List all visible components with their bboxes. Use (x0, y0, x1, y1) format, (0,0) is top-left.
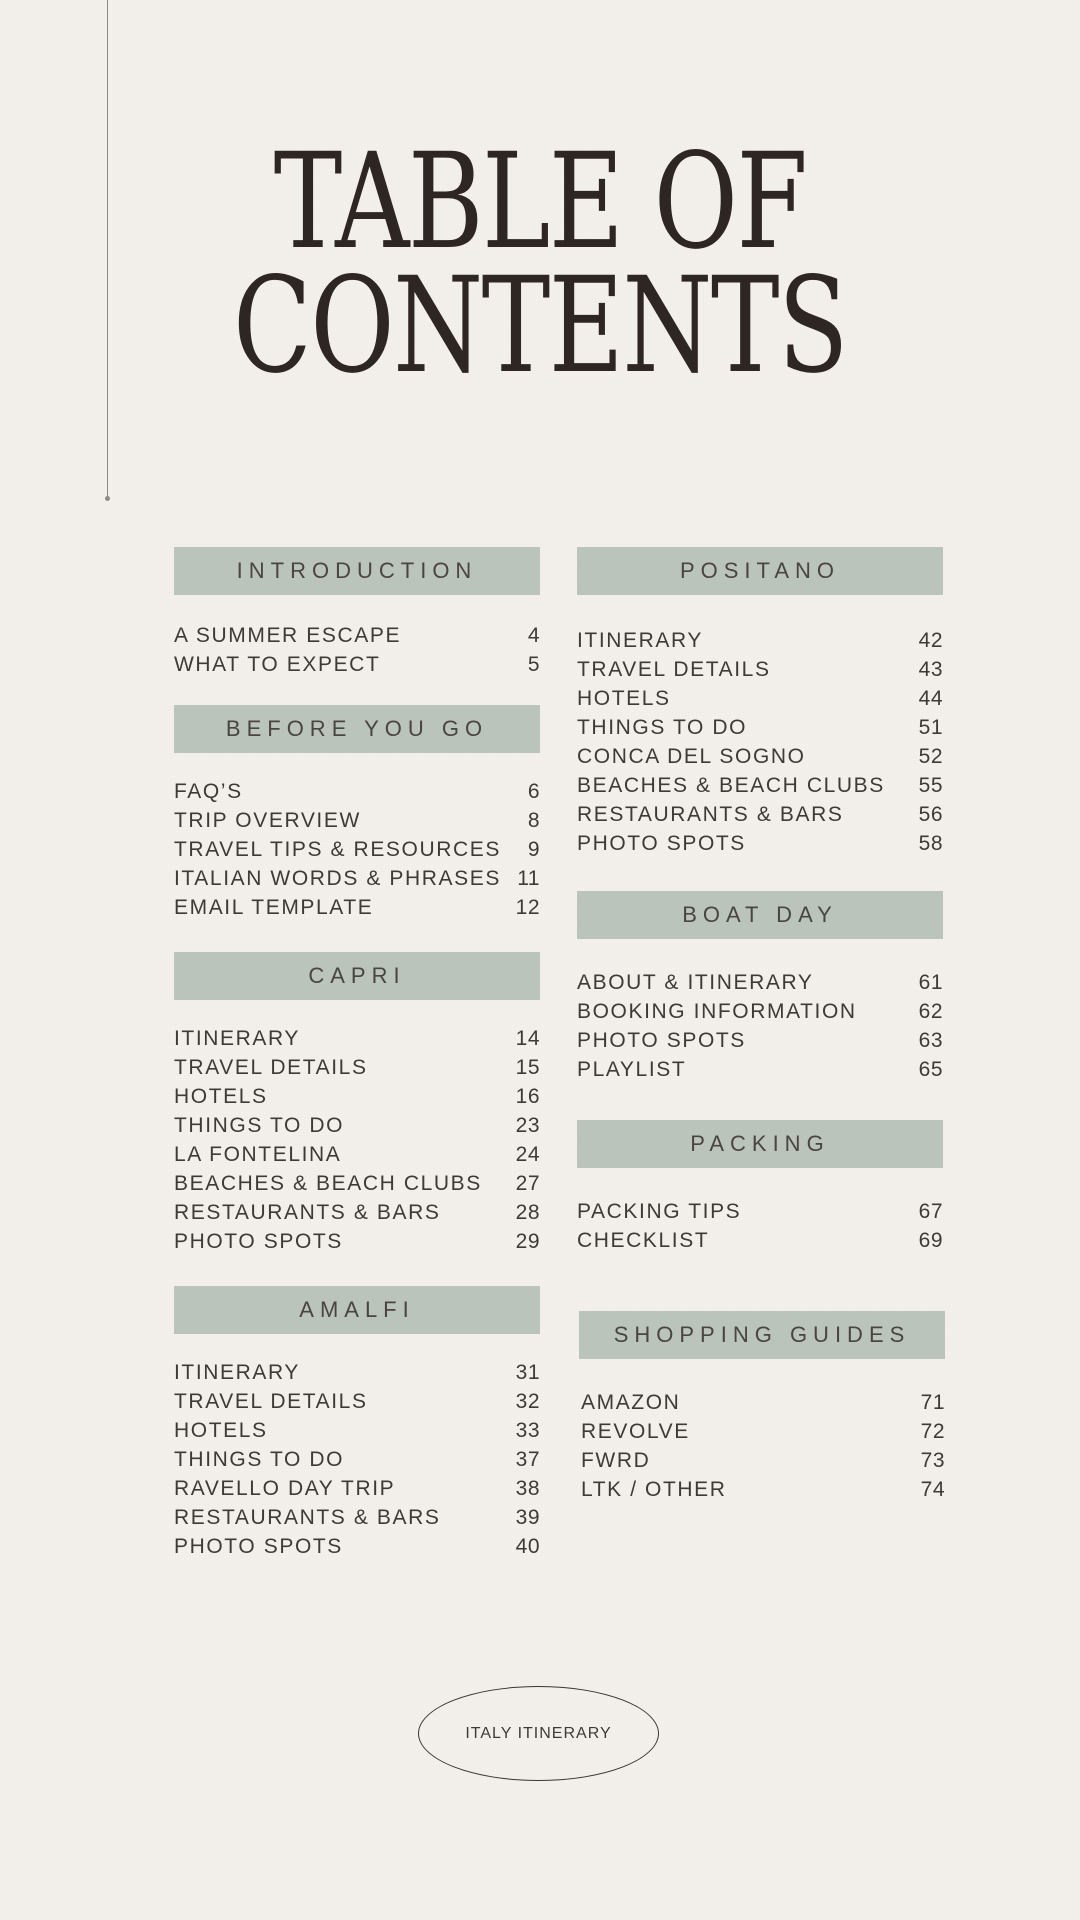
toc-entry-page-number: 52 (918, 744, 943, 768)
toc-entry[interactable] (174, 893, 540, 922)
toc-entry[interactable] (174, 1053, 540, 1082)
toc-entry[interactable] (174, 1387, 540, 1416)
toc-entry-page-number: 69 (918, 1228, 943, 1252)
toc-entry[interactable] (577, 968, 943, 997)
section-header-amalfi[interactable]: AMALFI (174, 1286, 540, 1334)
section-amalfi (174, 1286, 540, 1561)
toc-entry-page-number: 73 (920, 1448, 945, 1472)
toc-entry-label: A SUMMER ESCAPE (174, 623, 402, 647)
toc-entry[interactable] (174, 1445, 540, 1474)
toc-entry-label: PHOTO SPOTS (174, 1534, 343, 1558)
toc-entry-page-number: 5 (527, 652, 540, 676)
toc-entry[interactable] (577, 684, 943, 713)
toc-entry[interactable] (174, 1358, 540, 1387)
toc-entry-page-number: 74 (920, 1477, 945, 1501)
section-header-capri[interactable]: CAPRI (174, 952, 540, 1000)
toc-entry-page-number: 65 (918, 1057, 943, 1081)
toc-entry-page-number: 28 (515, 1200, 540, 1224)
toc-entry[interactable] (174, 806, 540, 835)
toc-entry[interactable] (577, 1055, 943, 1084)
toc-entry-label: RESTAURANTS & BARS (577, 802, 844, 826)
toc-entry-label: FWRD (581, 1448, 651, 1472)
toc-entry-label: PACKING TIPS (577, 1199, 742, 1223)
toc-entry-page-number: 11 (517, 866, 540, 890)
toc-entry-page-number: 27 (515, 1171, 540, 1195)
toc-entry-page-number: 40 (515, 1534, 540, 1558)
toc-entry[interactable] (174, 777, 540, 806)
toc-entry-label: RESTAURANTS & BARS (174, 1200, 441, 1224)
decorative-vertical-line (107, 0, 108, 498)
toc-entry-page-number: 8 (527, 808, 540, 832)
toc-entry-label: HOTELS (577, 686, 671, 710)
toc-entry-label: REVOLVE (581, 1419, 690, 1443)
toc-entry[interactable] (174, 1169, 540, 1198)
toc-entry-label: THINGS TO DO (174, 1113, 345, 1137)
toc-entry-label: ABOUT & ITINERARY (577, 970, 814, 994)
toc-entry-page-number: 14 (515, 1026, 540, 1050)
entry-list (174, 621, 540, 679)
toc-entry[interactable] (581, 1417, 945, 1446)
toc-entry-label: RAVELLO DAY TRIP (174, 1476, 396, 1500)
toc-entry-page-number: 37 (515, 1447, 540, 1471)
toc-entry-page-number: 23 (515, 1113, 540, 1137)
section-header-boat-day[interactable]: BOAT DAY (577, 891, 943, 939)
toc-entry[interactable] (581, 1446, 945, 1475)
section-before-you-go (174, 705, 540, 922)
section-header-introduction[interactable]: INTRODUCTION (174, 547, 540, 595)
entry-list (174, 1024, 540, 1256)
toc-entry-page-number: 29 (515, 1229, 540, 1253)
section-header-packing[interactable]: PACKING (577, 1120, 943, 1168)
toc-entry-page-number: 63 (918, 1028, 943, 1052)
toc-entry-label: TRAVEL DETAILS (174, 1389, 368, 1413)
toc-entry-label: BEACHES & BEACH CLUBS (174, 1171, 482, 1195)
toc-entry[interactable] (174, 1024, 540, 1053)
toc-entry[interactable] (577, 655, 943, 684)
toc-entry-label: WHAT TO EXPECT (174, 652, 381, 676)
entry-list (174, 777, 540, 922)
section-packing (577, 1120, 943, 1255)
entry-list (577, 968, 943, 1084)
toc-entry-page-number: 55 (918, 773, 943, 797)
toc-entry[interactable] (174, 650, 540, 679)
toc-entry-label: BEACHES & BEACH CLUBS (577, 773, 885, 797)
toc-entry-label: FAQ’S (174, 779, 243, 803)
toc-entry[interactable] (174, 1111, 540, 1140)
toc-entry-label: THINGS TO DO (174, 1447, 345, 1471)
toc-entry[interactable] (174, 1474, 540, 1503)
toc-entry[interactable] (577, 742, 943, 771)
toc-entry[interactable] (581, 1475, 945, 1504)
entry-list (174, 1358, 540, 1561)
toc-entry-page-number: 6 (527, 779, 540, 803)
toc-entry-label: HOTELS (174, 1084, 268, 1108)
toc-entry[interactable] (174, 1532, 540, 1561)
toc-entry[interactable] (577, 1026, 943, 1055)
toc-entry-label: ITALIAN WORDS & PHRASES (174, 866, 501, 890)
toc-entry-page-number: 24 (515, 1142, 540, 1166)
toc-entry-page-number: 31 (515, 1360, 540, 1384)
entry-list (577, 626, 943, 858)
toc-entry-label: EMAIL TEMPLATE (174, 895, 374, 919)
toc-entry[interactable] (174, 1503, 540, 1532)
toc-entry[interactable] (577, 800, 943, 829)
toc-entry[interactable] (174, 1198, 540, 1227)
toc-entry-page-number: 71 (920, 1390, 945, 1414)
toc-entry-label: AMAZON (581, 1390, 681, 1414)
section-boat-day (577, 891, 943, 1084)
toc-entry-page-number: 15 (515, 1055, 540, 1079)
toc-entry-label: RESTAURANTS & BARS (174, 1505, 441, 1529)
entry-list (577, 1197, 943, 1255)
toc-entry-label: ITINERARY (174, 1026, 301, 1050)
entry-list (579, 1388, 945, 1504)
toc-entry-page-number: 62 (918, 999, 943, 1023)
section-header-positano[interactable]: POSITANO (577, 547, 943, 595)
toc-entry-page-number: 51 (918, 715, 943, 739)
toc-entry-page-number: 61 (918, 970, 943, 994)
toc-entry[interactable] (174, 835, 540, 864)
toc-entry[interactable] (577, 997, 943, 1026)
toc-entry-label: BOOKING INFORMATION (577, 999, 857, 1023)
page-title-line-2: CONTENTS (233, 249, 847, 403)
toc-entry-label: LA FONTELINA (174, 1142, 342, 1166)
toc-entry[interactable] (174, 1140, 540, 1169)
toc-entry-label: HOTELS (174, 1418, 268, 1442)
toc-entry[interactable] (174, 864, 540, 893)
toc-entry[interactable] (577, 626, 943, 655)
toc-entry-label: CHECKLIST (577, 1228, 710, 1252)
toc-entry-page-number: 43 (918, 657, 943, 681)
toc-entry-page-number: 58 (918, 831, 943, 855)
section-shopping-guides (579, 1311, 945, 1504)
toc-entry-label: PHOTO SPOTS (577, 831, 746, 855)
toc-entry-page-number: 42 (918, 628, 943, 652)
toc-entry-page-number: 16 (515, 1084, 540, 1108)
toc-entry[interactable] (174, 1227, 540, 1256)
toc-entry-page-number: 32 (515, 1389, 540, 1413)
toc-entry-page-number: 72 (920, 1419, 945, 1443)
footer-badge (418, 1686, 659, 1781)
toc-entry-label: LTK / OTHER (581, 1477, 727, 1501)
toc-entry-page-number: 56 (918, 802, 943, 826)
toc-entry-page-number: 38 (515, 1476, 540, 1500)
toc-entry-page-number: 44 (918, 686, 943, 710)
toc-entry[interactable] (577, 829, 943, 858)
toc-entry[interactable] (174, 1416, 540, 1445)
toc-entry-page-number: 12 (515, 895, 540, 919)
decorative-line-dot (105, 496, 110, 501)
toc-entry-page-number: 9 (527, 837, 540, 861)
section-capri (174, 952, 540, 1256)
toc-entry[interactable] (581, 1388, 945, 1417)
section-header-before-you-go[interactable]: BEFORE YOU GO (174, 705, 540, 753)
toc-entry-label: CONCA DEL SOGNO (577, 744, 806, 768)
toc-entry-label: ITINERARY (577, 628, 704, 652)
page-title-line-1: TABLE OF (273, 125, 807, 279)
toc-entry[interactable] (174, 621, 540, 650)
toc-entry-label: THINGS TO DO (577, 715, 748, 739)
toc-entry-page-number: 67 (918, 1199, 943, 1223)
toc-entry-label: TRIP OVERVIEW (174, 808, 361, 832)
footer-label: ITALY ITINERARY (465, 1724, 612, 1742)
toc-entry[interactable] (577, 713, 943, 742)
toc-entry-label: TRAVEL DETAILS (174, 1055, 368, 1079)
toc-entry[interactable] (577, 771, 943, 800)
toc-entry-page-number: 33 (515, 1418, 540, 1442)
toc-entry-label: PHOTO SPOTS (174, 1229, 343, 1253)
toc-entry-label: TRAVEL DETAILS (577, 657, 771, 681)
section-header-shopping-guides[interactable]: SHOPPING GUIDES (579, 1311, 945, 1359)
toc-entry[interactable] (577, 1226, 943, 1255)
toc-entry-page-number: 4 (527, 623, 540, 647)
section-introduction (174, 547, 540, 679)
page-title (119, 125, 961, 403)
toc-entry-label: TRAVEL TIPS & RESOURCES (174, 837, 501, 861)
toc-entry[interactable] (174, 1082, 540, 1111)
toc-entry-label: PHOTO SPOTS (577, 1028, 746, 1052)
toc-entry-page-number: 39 (515, 1505, 540, 1529)
section-positano (577, 547, 943, 858)
toc-entry-label: PLAYLIST (577, 1057, 687, 1081)
toc-entry-label: ITINERARY (174, 1360, 301, 1384)
toc-entry[interactable] (577, 1197, 943, 1226)
